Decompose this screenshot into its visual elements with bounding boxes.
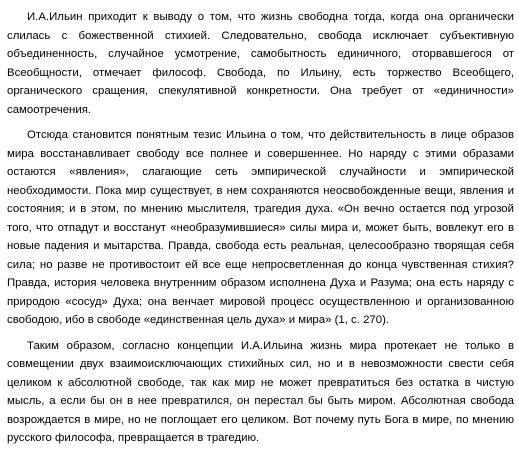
paragraph-3: Таким образом, согласно концепции И.А.Ильина жизнь мира протекает не только в совмещении двух взаимоисключающих стихийных сил, но и в невозможности свести себя целиком к абсолютной свободе, так как мир не может превратиться без остатка в чистую мысль, а если бы он в нее превратился, он перестал бы быть миром. Абсолютная свобода возрождается в мире, но не поглощает его целиком. Вот почему путь Бога в мире, по мнению русского философа, превращается в трагедию.: [7, 339, 514, 444]
document-page: [7, 8, 514, 455]
paragraph-2: Отсюда становится понятным тезис Ильина о том, что действительность в лице образов мира восстанавливает свободу все полнее и совершеннее. Но наряду с этими образами остаются «явления», слагающие сеть эмпирической случайности и эмпирической необходимости. Пока мир существует, в нем сохраняются неосвобожденные вещи, явления и состояния; и в этом, по мнению мыслителя, трагедия духа. «Он вечно остается под угрозой того, что отпадут и восстанут «необразумившиеся» силы мира и, может быть, вовлекут его в новые падения и мытарства. Правда, свобода есть реальная, целесообразно творящая себя сила; но разве не противостоит ей все еще непросветленная до конца чувственная стихия? Правда, история человека внутренним образом исполнена Духа и Разума; она есть наряду с природою «сосуд» Духа; она венчает мировой процесс осуществленною и организованною свободою, ибо в свободе «единственная цель духа» и мира» (1, с. 270).: [7, 129, 514, 326]
paragraph-1: И.А.Ильин приходит к выводу о том, что жизнь свободна тогда, когда она органически слилась с божественной стихией. Следовательно, свобода исключает субъективную объединенность, случайное усмотрение, самобытность единичного, оторвавшегося от Всеобщности, отмечает философ. Свобода, по Ильину, есть торжество Всеобщего, органического сращения, спекулятивной конкретности. Она требует от «единичности» самоотречения.: [7, 11, 514, 116]
